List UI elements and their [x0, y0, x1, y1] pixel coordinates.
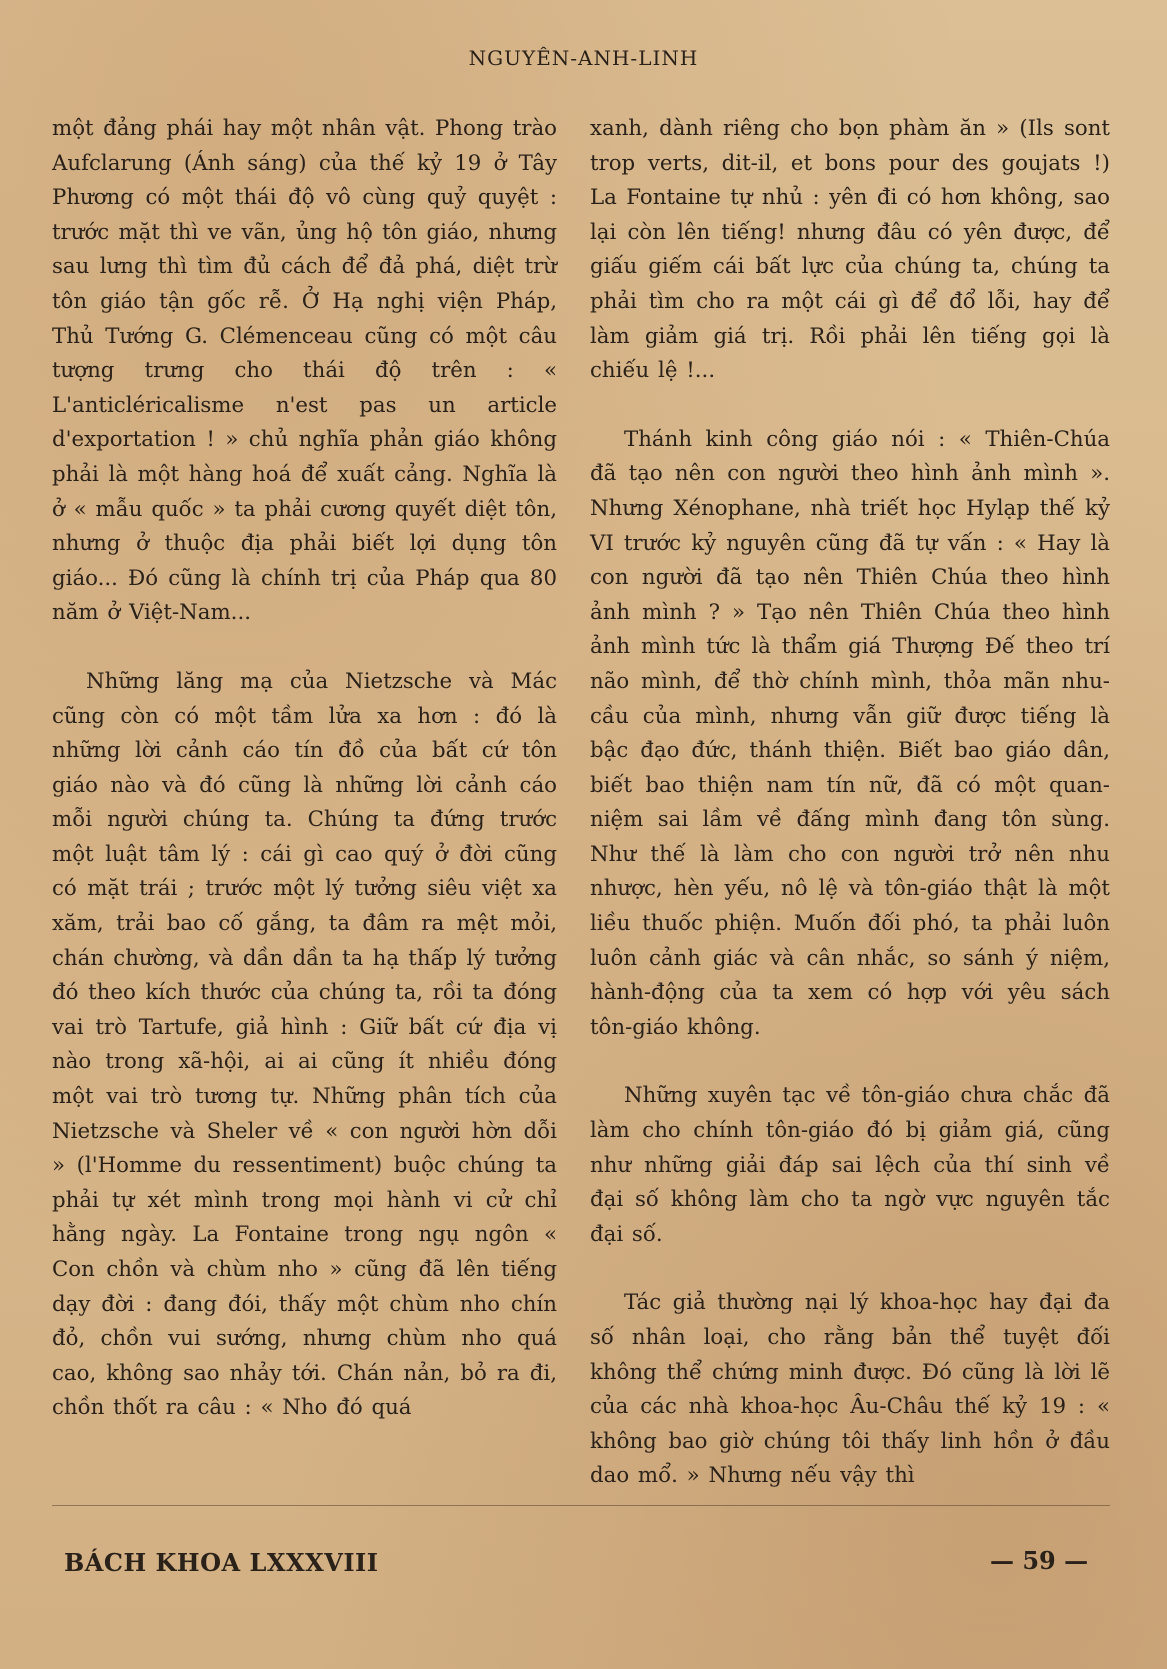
- right-paragraph-4: Tác giả thường nại lý khoa-học hay đại đa số nhân loại, cho rằng bản thể tuyệt đối không thể chứng minh được. Đó cũng là lời lẽ của các nhà khoa-học Âu-Châu thế kỷ 19 : « không bao giờ chúng tôi thấy linh hồn ở đầu dao mổ. » Nhưng nếu vậy thì: [590, 1290, 1110, 1489]
- right-paragraph-3: Những xuyên tạc về tôn-giáo chưa chắc đã làm cho chính tôn-giáo đó bị giảm giá, cũng như những giải đáp sai lệch của thí sinh về đại số không làm cho ta ngờ vực nguyên tắc đại số.: [590, 1083, 1110, 1247]
- right-paragraph-2: Thánh kinh công giáo nói : « Thiên-Chúa đã tạo nên con người theo hình ảnh mình ». Nhưng Xénophane, nhà triết học Hylạp thế kỷ VI trước kỷ nguyên cũng đã tự vấn : « Hay là con người đã tạo nên Thiên Chúa theo hình ảnh mình ? » Tạo nên Thiên Chúa theo hình ảnh mình tức là thẩm giá Thượng Đế theo trí não mình, để thờ chính mình, thỏa mãn nhu-cầu của mình, nhưng vẫn giữ được tiếng là bậc đạo đức, thánh thiện. Biết bao giáo dân, biết bao thiện nam tín nữ, đã có một quan-niệm sai lầm về đấng mình đang tôn sùng. Như thế là làm cho con người trở nên nhu nhược, hèn yếu, nô lệ và tôn-giáo thật là một liều thuốc phiện. Muốn đối phó, ta phải luôn luôn cảnh giác và cân nhắc, so sánh ý niệm, hành-động của ta xem có hợp với yêu sách tôn-giáo không.: [590, 426, 1110, 1040]
- page-number: — 59 —: [990, 1546, 1089, 1575]
- footer-divider: [52, 1505, 1110, 1506]
- left-paragraph-1: một đảng phái hay một nhân vật. Phong trào Aufclarung (Ánh sáng) của thế kỷ 19 ở Tây Phương có một thái độ vô cùng quỷ quyệt : trước mặt thì ve vãn, ủng hộ tôn giáo, nhưng sau lưng thì tìm đủ cách để đả phá, diệt trừ tôn giáo tận gốc rễ. Ở Hạ nghị viện Pháp, Thủ Tướng G. Clémenceau cũng có một câu tượng trưng cho thái độ trên : « L'anticléricalisme n'est pas un article d'exportation ! » chủ nghĩa phản giáo không phải là một hàng hoá để xuất cảng. Nghĩa là ở « mẫu quốc » ta phải cương quyết diệt tôn, nhưng ở thuộc địa phải biết lợi dụng tôn giáo... Đó cũng là chính trị của Pháp qua 80 năm ở Việt-Nam...: [52, 116, 557, 626]
- left-column: [52, 112, 557, 1426]
- running-title: NGUYÊN-ANH-LINH: [468, 46, 699, 70]
- publication-title: BÁCH KHOA LXXXVIII: [64, 1548, 379, 1577]
- right-paragraph-1: xanh, dành riêng cho bọn phàm ăn » (Ils sont trop verts, dit-il, et bons pour des goujats !) La Fontaine tự nhủ : yên đi có hơn không, sao lại còn lên tiếng! nhưng đâu có yên được, để giấu giếm cái bất lực của chúng ta, chúng ta phải tìm cho ra một cái gì để đổ lỗi, hay để làm giảm giá trị. Rồi phải lên tiếng gọi là chiếu lệ !...: [590, 116, 1110, 384]
- left-paragraph-2: Những lăng mạ của Nietzsche và Mác cũng còn có một tầm lửa xa hơn : đó là những lời cảnh cáo tín đồ của bất cứ tôn giáo nào và đó cũng là những lời cảnh cáo mỗi người chúng ta. Chúng ta đứng trước một luật tâm lý : cái gì cao quý ở đời cũng có mặt trái ; trước một lý tưởng siêu việt xa xăm, trải bao cố gắng, ta đâm ra mệt mỏi, chán chường, và dần dần ta hạ thấp lý tưởng đó theo kích thước của chúng ta, rồi ta đóng vai trò Tartufe, giả hình : Giữ bất cứ địa vị nào trong xã-hội, ai ai cũng ít nhiều đóng một vai trò tương tự. Những phân tích của Nietzsche và Sheler về « con người hờn dỗi » (l'Homme du ressentiment) buộc chúng ta phải tự xét mình trong mọi hành vi cử chỉ hằng ngày. La Fontaine trong ngụ ngôn « Con chồn và chùm nho » cũng đã lên tiếng dạy đời : đang đói, thấy một chùm nho chín đỏ, chồn vui sướng, nhưng chùm nho quá cao, không sao nhảy tới. Chán nản, bỏ ra đi, chồn thốt ra câu : « Nho đó quá: [52, 668, 557, 1421]
- right-column: [590, 112, 1110, 1494]
